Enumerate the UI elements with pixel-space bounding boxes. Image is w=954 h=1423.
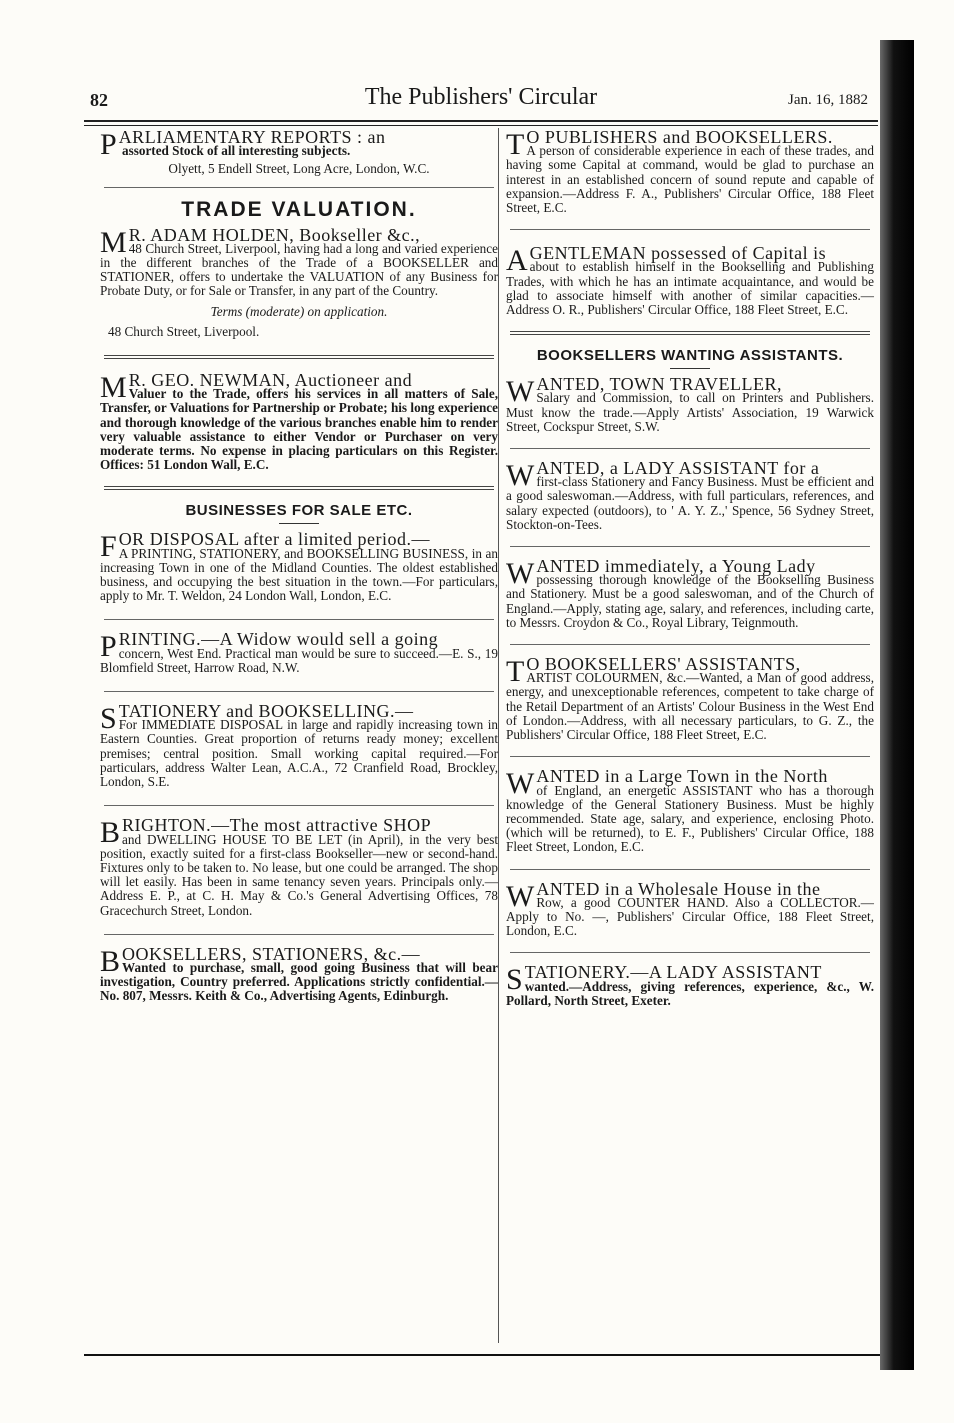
- header-rule: [84, 120, 878, 126]
- ad-printing: [100, 629, 498, 675]
- ad-lead: O BOOKSELLERS' ASSISTANTS,: [526, 654, 801, 675]
- ad-body: about to establish himself in the Bookselling and Publishing Trades, with which he has an intimate acquaintance, and would be glad to associate himself with another of similar capacities.—Address O. R., Publishers' Circular Office, 188 Fleet Street, E.C.: [506, 259, 874, 318]
- ad-body: assorted Stock of all interesting subjects.: [122, 143, 351, 159]
- right-column: [506, 127, 874, 1008]
- page-header: [84, 84, 878, 120]
- ad-separator: [104, 691, 494, 692]
- drop-cap: T: [506, 128, 525, 161]
- ad-separator: [510, 331, 870, 335]
- ad-separator: [510, 546, 870, 547]
- ad-body: possessing thorough knowledge of the Bookselling Business and Stationery. Must be a good saleswoman, and of the Church of England.—Apply, stating age, salary, and references, including carte, to Messrs. Croydon & Co., Royal Library, Teignmouth.: [506, 572, 874, 630]
- ad-adam-holden: [100, 224, 498, 339]
- ad-lead: ANTED, TOWN TRAVELLER,: [536, 374, 782, 395]
- ad-lead: RIGHTON.—The most attractive SHOP: [122, 815, 432, 836]
- newspaper-page: [84, 84, 878, 1364]
- ad-body: Row, a good COUNTER HAND. Also a COLLECTOR.—Apply to No. —, Publishers' Circular Office, 188 Fleet Street, London, E.C.: [506, 894, 874, 939]
- ad-lead: GENTLEMAN possessed of Capital is: [529, 243, 827, 264]
- ad-body: A person of considerable experience in each of these trades, and having some Capital at command, would be glad to purchase an interest in an established concern of sound repute and capable of expansion.—Address F. A., Publishers' Circular Office, 188 Fleet Street, E.C.: [506, 143, 874, 216]
- short-rule: [279, 523, 319, 524]
- ad-town-traveller: [506, 374, 874, 434]
- ad-separator: [510, 448, 870, 449]
- ad-for-disposal: [100, 529, 498, 604]
- ad-lead: OOKSELLERS, STATIONERS, &c.—: [122, 943, 421, 964]
- ad-stationery-lady: [506, 962, 874, 1008]
- ad-large-town: [506, 766, 874, 855]
- drop-cap: A: [506, 244, 528, 278]
- ad-separator: [510, 952, 870, 953]
- section-heading-assistants: BOOKSELLERS WANTING ASSISTANTS.: [536, 347, 844, 365]
- ad-lead: ANTED immediately, a Young Lady: [536, 556, 816, 577]
- section-heading-businesses: BUSINESSES FOR SALE ETC.: [185, 502, 413, 520]
- drop-cap: W: [506, 375, 535, 409]
- ad-brighton: [100, 815, 498, 918]
- drop-cap: S: [100, 702, 117, 736]
- drop-cap: B: [100, 944, 121, 978]
- drop-cap: P: [100, 128, 117, 161]
- ad-separator: [510, 644, 870, 645]
- drop-cap: B: [100, 816, 121, 850]
- ad-separator: [104, 486, 494, 490]
- ad-body: Wanted to purchase, small, good going Business that will bear investigation, Country preferred. Applications strictly confidential.—No. 807, Messrs. Keith & Co., Advertising Agents, Edinburgh.: [100, 959, 498, 1004]
- ad-address: Olyett, 5 Endell Street, Long Acre, London, W.C.: [168, 161, 430, 177]
- drop-cap: W: [506, 767, 535, 801]
- ad-separator: [104, 187, 494, 188]
- ad-lead: ARLIAMENTARY REPORTS : an: [118, 127, 386, 147]
- drop-cap: W: [506, 459, 535, 493]
- ad-body: wanted.—Address, giving references, experience, &c., W. Pollard, North Street, Exeter.: [506, 978, 874, 1008]
- ad-body: first-class Stationery and Fancy Business. Must be efficient and a good saleswoman.—Address, with full particulars, references, and salary expected (outdoors), to ' A. Y. Z.,' Spence, 56 Sydney Street, Stockton-on-Tees.: [506, 474, 874, 532]
- section-heading-trade-valuation: TRADE VALUATION.: [181, 197, 417, 221]
- ad-body: Valuer to the Trade, offers his services in all matters of Sale, Transfer, or Valuations for Partnership or Probate; his long experience and thorough knowledge of the various branches enable him to render very valuable assistance to either Vendor or Purchaser on very moderate terms. No expense in placing particulars on this Register. Offices: 51 London Wall, E.C.: [100, 386, 498, 473]
- column-divider: [498, 128, 499, 1343]
- page-edge-shadow: [880, 40, 914, 1370]
- drop-cap: M: [100, 225, 127, 259]
- ad-body: Salary and Commission, to call on Printers and Publishers. Must know the trade.—Apply Artists' Association, 19 Warwick Street, Cockspur Street, S.W.: [506, 390, 874, 434]
- ad-to-publishers: [506, 127, 874, 216]
- ad-separator: [104, 934, 494, 935]
- ad-lead: TATIONERY.—A LADY ASSISTANT: [524, 962, 822, 983]
- ad-lead: OR DISPOSAL after a limited period.—: [118, 529, 430, 550]
- ad-young-lady: [506, 556, 874, 630]
- ad-booksellers-stationers: [100, 943, 498, 1004]
- drop-cap: W: [506, 879, 535, 913]
- ad-separator: [104, 355, 494, 359]
- drop-cap: P: [100, 630, 117, 664]
- ad-stationery-bookselling: [100, 701, 498, 790]
- ad-lead: ANTED in a Wholesale House in the: [536, 878, 821, 899]
- ad-lead: R. GEO. NEWMAN, Auctioneer and: [128, 370, 413, 391]
- short-rule: [670, 368, 710, 369]
- ad-artist-colourmen: [506, 654, 874, 743]
- ad-separator: [104, 805, 494, 806]
- drop-cap: W: [506, 557, 535, 591]
- ad-separator: [510, 869, 870, 870]
- drop-cap: F: [100, 530, 117, 564]
- drop-cap: M: [100, 371, 127, 405]
- ad-parliamentary-reports: [100, 127, 498, 177]
- ad-wholesale-house: [506, 878, 874, 939]
- ad-body: and DWELLING HOUSE TO BE LET (in April), in the very best position, exactly suited for a first-class Bookseller—new or second-hand. Fixtures only to be taken to. No lease, but one could be arranged. The shop will let easily. Has been in same tenancy seven years. Principals only.—Address E. P., at C. H. May & Co.'s General Advertising Offices, 78 Gracechurch Street, London.: [100, 831, 498, 918]
- ad-lead: TATIONERY and BOOKSELLING.—: [118, 701, 414, 722]
- ad-body: 48 Church Street, Liverpool, having had a long and varied experience in the different branches of the Trade of a BOOKSELLER and STATIONER, offers to undertake the VALUATION of any Business for Probate Duty, or for Sale or Transfer, in any part of the Country.: [100, 240, 498, 299]
- ad-lead: ANTED, a LADY ASSISTANT for a: [536, 458, 820, 479]
- drop-cap: T: [506, 655, 525, 689]
- ad-gentleman: [506, 243, 874, 318]
- ad-body: of England, an energetic ASSISTANT who has a thorough knowledge of the General Stationery Business. Must be highly recommended. State age, salary, and experience, enclosing Photo. (which will be returned), to E. F., Publishers' Circular Office, 188 Fleet Street, London, E.C.: [506, 782, 874, 855]
- ad-lead: R. ADAM HOLDEN, Bookseller &c.,: [128, 224, 421, 245]
- left-column: [100, 127, 498, 1004]
- ad-separator: [510, 229, 870, 230]
- ad-lead: O PUBLISHERS and BOOKSELLERS.: [526, 127, 833, 147]
- page-title: The Publishers' Circular: [364, 84, 598, 110]
- ad-geo-newman: [100, 370, 498, 473]
- drop-cap: S: [506, 963, 523, 997]
- ad-body: concern, West End. Practical man would be sure to succeed.—E. S., 19 Blomfield Street, Harrow Road, N.W.: [100, 645, 498, 675]
- ad-address: 48 Church Street, Liverpool.: [108, 323, 260, 339]
- page-number: 82: [90, 90, 108, 110]
- ad-lead: RINTING.—A Widow would sell a going: [118, 629, 439, 650]
- ad-terms: Terms (moderate) on application.: [210, 303, 388, 319]
- issue-date: Jan. 16, 1882: [788, 92, 868, 108]
- footer-rule: [84, 1354, 880, 1356]
- ad-body: For IMMEDIATE DISPOSAL in large and rapidly increasing town in Eastern Counties. Great proportion of returns ready money; excellent premises; central position. Small working capital required.—For particulars, address Walter Lean, A.C.A., 72 Cranfield Road, Brockley, London, S.E.: [100, 717, 498, 790]
- ad-lady-assistant: [506, 458, 874, 532]
- ad-lead: ANTED in a Large Town in the North: [536, 766, 828, 787]
- ad-separator: [104, 619, 494, 620]
- ad-body: A PRINTING, STATIONERY, and BOOKSELLING BUSINESS, in an increasing Town in one of the Midland Counties. The oldest established business, and occupying the best situation in the town.—For particulars, apply to Mr. T. Weldon, 24 London Wall, London, E.C.: [100, 545, 498, 604]
- ad-body: ARTIST COLOURMEN, &c.—Wanted, a Man of good address, energy, and unexceptionable references, competent to take charge of the Retail Department of an Artists' Colour Business in the West End of London.—Address, with all necessary particulars, to G. Z., the Publishers' Circular Office, 188 Fleet Street, E.C.: [506, 670, 874, 743]
- ad-separator: [510, 756, 870, 757]
